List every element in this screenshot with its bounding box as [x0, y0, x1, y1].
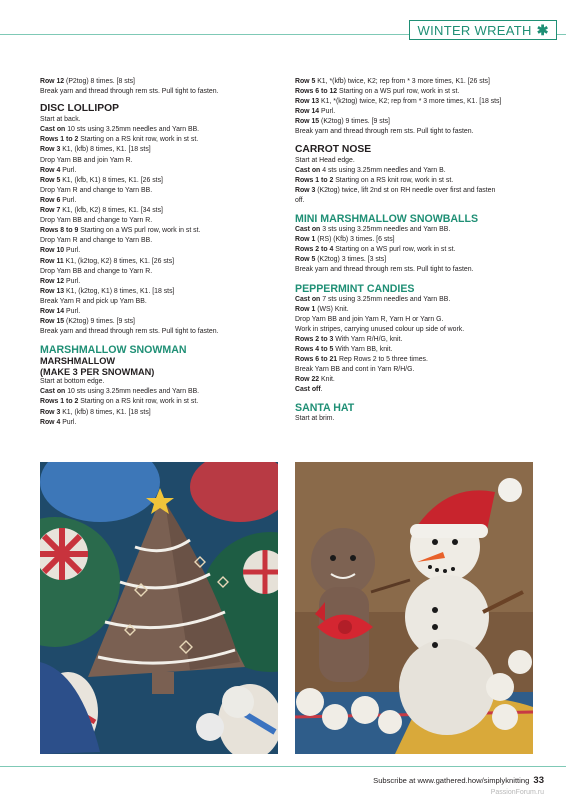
instruction-text: Starting on a RS knit row, work in st st. [78, 398, 199, 406]
instruction-text: Start at Head edge. [295, 156, 355, 164]
pattern-line [40, 115, 219, 125]
pattern-line [40, 226, 219, 236]
row-label: Row 13 [40, 287, 65, 295]
section-heading: SANTA HAT [295, 402, 355, 415]
pattern-line [295, 166, 501, 176]
instruction-text: Break yarn and thread through rem sts. Pull tight to fasten. [40, 88, 219, 96]
pattern-line [40, 206, 219, 216]
subheading: (MAKE 3 PER SNOWMAN) [40, 366, 155, 377]
instruction-text: K1, (kfb) 8 times, K1. [18 sts] [60, 408, 151, 416]
pattern-line [295, 315, 501, 325]
section-heading: DISC LOLLIPOP [40, 103, 119, 115]
instruction-text: Purl. [60, 166, 77, 174]
instruction-text: Drop Yarn BB and change to Yarn R. [40, 267, 153, 275]
row-label: Row 3 [295, 186, 316, 194]
pattern-line [40, 125, 219, 135]
pattern-line [40, 267, 219, 277]
row-label: Row 10 [40, 247, 65, 255]
row-label: Row 4 [40, 418, 61, 426]
pattern-line [295, 245, 501, 255]
instruction-text: Break yarn and thread through rem sts. Pull tight to fasten. [295, 128, 474, 136]
row-label: Row 1 [295, 305, 316, 313]
pattern-line [40, 327, 219, 337]
pattern-line [40, 246, 219, 256]
instruction-text: Start at back. [40, 116, 81, 124]
pattern-line [40, 397, 219, 407]
pattern-line [295, 117, 501, 127]
pattern-line [40, 287, 219, 297]
pattern-line [295, 295, 501, 305]
row-label: Row 15 [40, 318, 65, 326]
row-label: Cast on [295, 295, 321, 303]
instruction-text: Break Yarn R and pick up Yarn BB. [40, 297, 147, 305]
pattern-line [40, 317, 219, 327]
pattern-line [295, 305, 501, 315]
row-label: Row 5 [295, 256, 316, 264]
row-label: Rows 1 to 2 [295, 176, 334, 184]
instruction-text: Drop Yarn BB and join Yarn R, Yarn H or Yarn G. [295, 315, 444, 323]
instruction-text: Drop Yarn R and change to Yarn BB. [40, 186, 153, 194]
instruction-text: 7 sts using 3.25mm needles and Yarn BB. [320, 295, 451, 303]
page-number: 33 [533, 775, 544, 786]
row-label: Row 13 [295, 98, 320, 106]
instruction-text: Break Yarn BB and cont in Yarn R/H/G. [295, 366, 415, 374]
instruction-text: Starting on a WS purl row, work in st st. [337, 88, 460, 96]
pattern-line [40, 135, 219, 145]
pattern-line [295, 156, 501, 166]
pattern-line [295, 265, 501, 275]
row-label: Rows 1 to 2 [40, 398, 79, 406]
row-label: Row 14 [295, 108, 320, 116]
instruction-text: Drop Yarn R and change to Yarn BB. [40, 237, 153, 245]
instruction-text: 10 sts using 3.25mm needles and Yarn BB. [65, 388, 200, 396]
instruction-text: K1, (k2tog, K1) 8 times, K1. [18 sts] [64, 287, 175, 295]
pattern-line [40, 87, 219, 97]
instruction-text: Purl. [64, 247, 81, 255]
instruction-text: Drop Yarn BB and join Yarn R. [40, 156, 133, 164]
instruction-text: Break yarn and thread through rem sts. Pull tight to fasten. [40, 328, 219, 336]
pattern-line [295, 176, 501, 186]
instruction-text: K1, (k2tog, K2) 8 times, K1. [26 sts] [63, 257, 175, 265]
instruction-text: (K2tog) 9 times. [9 sts] [64, 318, 135, 326]
instruction-text: K1, (kfb) 8 times, K1. [18 sts] [60, 146, 151, 154]
pattern-line [295, 255, 501, 265]
watermark: PassionForum.ru [490, 789, 544, 796]
instruction-text: K1, *(k2tog) twice, K2; rep from * 3 more times, K1. [18 sts] [319, 98, 502, 106]
instruction-text: K1, (kfb, K2) 8 times, K1. [34 sts] [60, 207, 163, 215]
instruction-text: Starting on a RS knit row, work in st st. [333, 176, 454, 184]
row-label: Rows 1 to 2 [40, 136, 79, 144]
row-label: Cast off [295, 386, 321, 394]
instruction-text: 10 sts using 3.25mm needles and Yarn BB. [65, 126, 200, 134]
pattern-line [40, 196, 219, 206]
row-label: Rows 6 to 21 [295, 356, 338, 364]
instruction-text: Break yarn and thread through rem sts. Pull tight to fasten. [295, 266, 474, 274]
row-label: Row 3 [40, 408, 61, 416]
pattern-line [295, 87, 501, 97]
pattern-line [40, 277, 219, 287]
instruction-text: Starting on a WS purl row, work in st st. [333, 246, 456, 254]
instruction-text: Purl. [60, 196, 77, 204]
pattern-line [295, 97, 501, 107]
pattern-line [40, 156, 219, 166]
section-heading: MINI MARSHMALLOW SNOWBALLS [295, 213, 479, 226]
row-label: Row 15 [295, 118, 320, 126]
row-label: Row 22 [295, 376, 320, 384]
instruction-text: Purl. [60, 418, 77, 426]
instruction-text: Purl. [64, 307, 81, 315]
instruction-text: (K2tog) 3 times. [3 sts] [315, 256, 387, 264]
row-label: Row 11 [40, 257, 64, 265]
row-label: Rows 6 to 12 [295, 88, 338, 96]
row-label: Row 4 [40, 166, 61, 174]
pattern-line [40, 236, 219, 246]
pattern-line [295, 186, 501, 196]
instruction-text: 3 sts using 3.25mm needles and Yarn BB. [320, 226, 451, 234]
instruction-text: Starting on a RS knit row, work in st st. [78, 136, 199, 144]
footer-rule [0, 766, 566, 767]
right-column [295, 77, 501, 425]
instruction-text: . [320, 386, 323, 394]
instruction-text: With Yarn BB, knit. [333, 345, 393, 353]
pattern-line [40, 77, 219, 87]
pattern-line [295, 235, 501, 245]
row-label: Cast on [40, 126, 66, 134]
row-label: Row 5 [40, 176, 61, 184]
instruction-text: (P2tog) 8 times. [8 sts] [64, 78, 135, 85]
subscribe-link[interactable]: Subscribe at www.gathered.how/simplyknitting [373, 776, 530, 785]
pattern-line [295, 345, 501, 355]
instruction-text: off. [295, 196, 305, 204]
row-label: Rows 4 to 5 [295, 345, 334, 353]
pattern-line [40, 387, 219, 397]
pattern-line [295, 107, 501, 117]
instruction-text: 4 sts using 3.25mm needles and Yarn B. [320, 166, 446, 174]
pattern-line [295, 375, 501, 385]
pattern-line [40, 377, 219, 387]
section-title: WINTER WREATH [417, 22, 532, 38]
pattern-line [295, 225, 501, 235]
instruction-text: Purl. [64, 277, 81, 285]
instruction-text: (WS) Knit. [315, 305, 349, 313]
pattern-line [40, 176, 219, 186]
instruction-text: K1, (kfb, K1) 8 times, K1. [26 sts] [60, 176, 163, 184]
pattern-line [295, 325, 501, 335]
section-heading: MARSHMALLOW SNOWMAN [40, 344, 187, 357]
pattern-line [40, 408, 219, 418]
row-label: Rows 8 to 9 [40, 227, 79, 235]
row-label: Row 5 [295, 78, 316, 85]
pattern-line [295, 127, 501, 137]
section-heading: CARROT NOSE [295, 143, 372, 155]
row-label: Rows 2 to 3 [295, 335, 334, 343]
pattern-line [40, 297, 219, 307]
instruction-text: K1, *(kfb) twice, K2; rep from * 3 more times, K1. [26 sts] [315, 78, 490, 85]
pattern-line [40, 186, 219, 196]
pattern-line [295, 335, 501, 345]
row-label: Row 14 [40, 307, 65, 315]
pattern-line [40, 145, 219, 155]
pattern-line [295, 355, 501, 365]
row-label: Cast on [40, 388, 66, 396]
section-heading: PEPPERMINT CANDIES [295, 282, 415, 295]
instruction-text: With Yarn R/H/G, knit. [333, 335, 403, 343]
pattern-line [295, 365, 501, 375]
row-label: Row 7 [40, 207, 61, 215]
row-label: Cast on [295, 226, 321, 234]
pattern-line [40, 166, 219, 176]
footer [373, 775, 544, 786]
instruction-text: Drop Yarn BB and change to Yarn R. [40, 217, 153, 225]
instruction-text: Work in stripes, carrying unused colour up side of work. [295, 325, 465, 333]
row-label: Row 3 [40, 146, 61, 154]
instruction-text: Start at brim. [295, 415, 335, 423]
left-column [40, 77, 219, 428]
instruction-text: Starting on a WS purl row, work in st st. [78, 227, 201, 235]
photo-gingerbread-tree [40, 462, 278, 754]
pattern-line [295, 77, 501, 87]
instruction-text: (K2tog) 9 times. [9 sts] [319, 118, 390, 126]
pattern-line [40, 216, 219, 226]
pattern-line [40, 307, 219, 317]
row-label: Row 12 [40, 78, 65, 85]
instruction-text: Purl. [319, 108, 336, 116]
instruction-text: (K2tog) twice, lift 2nd st on RH needle over first and fasten [315, 186, 496, 194]
pattern-line [40, 418, 219, 428]
pattern-line [295, 196, 501, 206]
instruction-text: (RS) (Kfb) 3 times. [6 sts] [315, 236, 395, 244]
subheading: MARSHMALLOW [40, 356, 116, 367]
pattern-line [295, 414, 501, 424]
instruction-text: Start at bottom edge. [40, 378, 105, 386]
instruction-text: Knit. [319, 376, 335, 384]
row-label: Rows 2 to 4 [295, 246, 334, 254]
section-header [409, 20, 557, 40]
row-label: Row 6 [40, 196, 61, 204]
snowflake-icon: ✱ [536, 21, 549, 38]
photo-gingerbread-snowman [295, 462, 533, 754]
row-label: Cast on [295, 166, 321, 174]
instruction-text: Rep Rows 2 to 5 three times. [337, 356, 428, 364]
pattern-line [295, 385, 501, 395]
row-label: Row 12 [40, 277, 65, 285]
row-label: Row 1 [295, 236, 316, 244]
pattern-line [40, 257, 219, 267]
